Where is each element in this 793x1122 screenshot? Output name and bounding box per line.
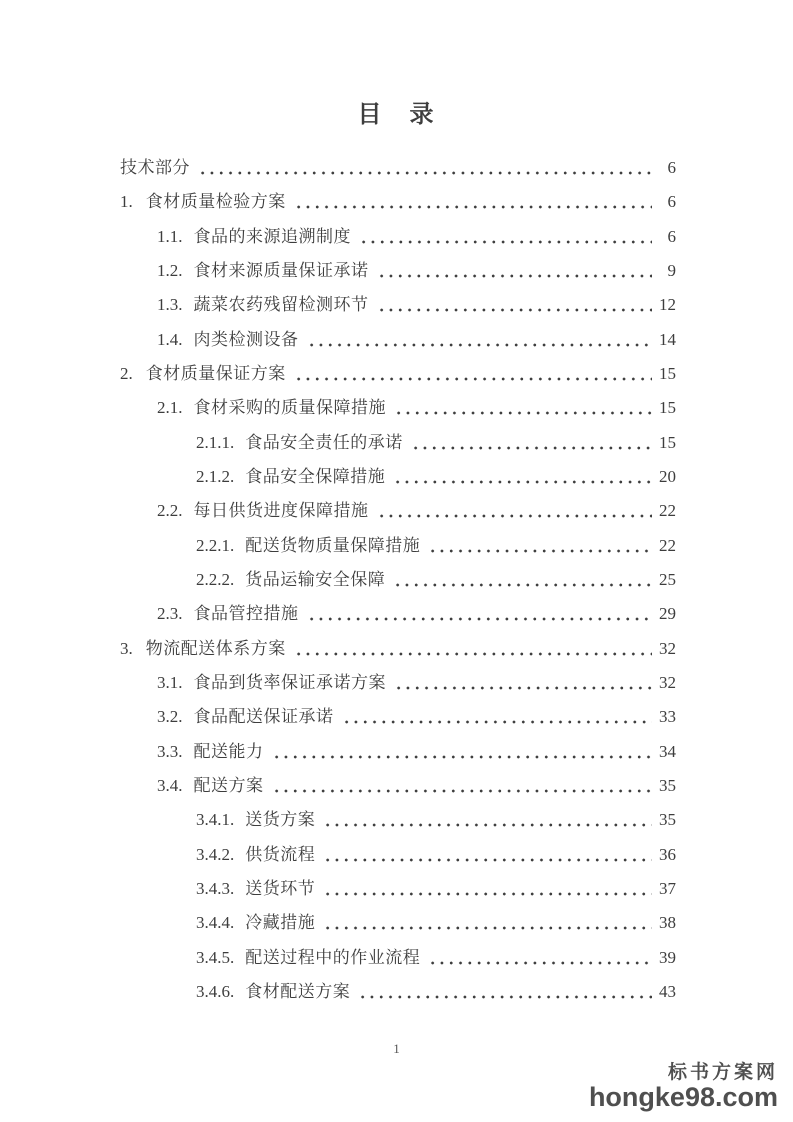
dot-leader [377,494,653,528]
toc-entry [120,494,676,528]
toc-entry-number: 3.4.2. [196,844,235,864]
toc-entry [120,185,676,219]
toc-entry-label: 食品的来源追溯制度 [193,226,351,246]
watermark-site-name: 标书方案网 [667,1062,778,1083]
toc-entry-label: 食品配送保证承诺 [193,707,334,727]
toc-entry-number: 3. [120,638,133,658]
toc-entry-number: 1.2. [157,260,183,280]
dot-leader [394,391,652,425]
toc-entry [120,632,676,666]
toc-entry-label: 物流配送体系方案 [145,638,286,658]
dot-leader [198,151,652,185]
toc-entry-number: 3.4.3. [196,878,235,898]
toc-entry-number: 2.3. [157,604,183,624]
dot-leader [323,803,652,837]
toc-entry-page-number: 20 [659,466,676,486]
toc-entry-label: 蔬菜农药残留检测环节 [193,295,369,315]
toc-entry-number: 1.3. [157,295,183,315]
toc-entry-label: 食品安全责任的承诺 [245,432,403,452]
toc-entry [120,323,676,357]
toc-entry-number: 2.1.1. [196,432,235,452]
toc-list [120,151,676,1009]
toc-entry [120,220,676,254]
toc-entry [120,941,676,975]
toc-entry-page-number: 25 [659,569,676,589]
toc-entry-page-number: 6 [667,192,676,212]
footer-page-number: 1 [393,1041,400,1056]
toc-entry [120,357,676,391]
toc-entry [120,391,676,425]
toc-entry-number: 2.2. [157,501,183,521]
toc-entry-page-number: 38 [659,913,676,933]
toc-entry-page-number: 29 [659,604,676,624]
toc-entry-number: 1.4. [157,329,183,349]
toc-entry-number: 1.1. [157,226,183,246]
toc-entry-number: 3.4.5. [196,947,235,967]
toc-entry [120,906,676,940]
toc-entry-label: 配送能力 [193,741,264,761]
toc-entry-label: 食材采购的质量保障措施 [193,398,386,418]
toc-entry-page-number: 36 [659,844,676,864]
toc-entry-number: 2.2.1. [196,535,235,555]
dot-leader [393,460,652,494]
toc-entry-page-number: 32 [659,672,676,692]
toc-entry [120,735,676,769]
toc-entry-page-number: 33 [659,707,676,727]
toc-entry-page-number: 32 [659,638,676,658]
watermark-site-url: hongke98.com [588,1082,778,1112]
toc-entry-page-number: 14 [659,329,676,349]
dot-leader [428,941,652,975]
toc-entry-number: 1. [120,192,133,212]
dot-leader [358,975,652,1009]
dot-leader [428,529,652,563]
toc-entry-label: 食品管控措施 [193,604,299,624]
toc-entry-label: 送货环节 [245,878,316,898]
toc-entry-number: 3.1. [157,672,183,692]
dot-leader [342,700,653,734]
toc-entry-label: 每日供货进度保障措施 [193,501,369,521]
toc-entry-page-number: 37 [659,878,676,898]
toc-entry-number: 3.2. [157,707,183,727]
toc-entry-label: 技术部分 [120,158,190,177]
toc-entry-page-number: 9 [667,260,676,280]
dot-leader [307,597,653,631]
toc-entry-page-number: 39 [659,947,676,967]
dot-leader [411,426,652,460]
toc-entry-label: 食材来源质量保证承诺 [193,260,369,280]
toc-entry-page-number: 12 [659,295,676,315]
toc-entry-page-number: 15 [659,432,676,452]
toc-entry [120,803,676,837]
dot-leader [294,632,652,666]
dot-leader [323,872,652,906]
toc-entry-label: 货品运输安全保障 [245,569,386,589]
dot-leader [377,254,653,288]
toc-entry-number: 3.4. [157,775,183,795]
toc-entry-label: 肉类检测设备 [193,329,299,349]
toc-entry-page-number: 34 [659,741,676,761]
dot-leader [359,220,652,254]
toc-entry [120,151,676,185]
toc-entry-label: 配送过程中的作业流程 [245,947,421,967]
toc-entry-page-number: 43 [659,981,676,1001]
toc-entry [120,529,676,563]
dot-leader [323,906,652,940]
dot-leader [272,769,653,803]
dot-leader [393,563,652,597]
toc-entry [120,254,676,288]
toc-entry-page-number: 35 [659,775,676,795]
toc-entry-page-number: 6 [667,158,676,177]
toc-entry [120,838,676,872]
toc-entry [120,700,676,734]
toc-entry-label: 食品到货率保证承诺方案 [193,672,386,692]
toc-entry-number: 2. [120,363,133,383]
toc-entry-label: 食材配送方案 [245,981,351,1001]
toc-entry-label: 配送货物质量保障措施 [245,535,421,555]
toc-entry-page-number: 22 [659,535,676,555]
dot-leader [377,288,653,322]
toc-entry-page-number: 22 [659,501,676,521]
toc-entry [120,426,676,460]
toc-entry-label: 食材质量保证方案 [145,363,286,383]
toc-entry-page-number: 35 [659,810,676,830]
toc-entry-number: 2.1.2. [196,466,235,486]
watermark [589,1063,778,1111]
toc-entry-label: 冷藏措施 [245,913,316,933]
toc-entry [120,872,676,906]
toc-entry [120,563,676,597]
toc-entry-number: 3.4.6. [196,981,235,1001]
toc-entry-label: 配送方案 [193,775,264,795]
dot-leader [307,323,653,357]
toc-entry [120,460,676,494]
toc-entry-number: 3.4.4. [196,913,235,933]
toc-entry-page-number: 15 [659,363,676,383]
toc-entry-page-number: 6 [667,226,676,246]
toc-title: 目 录 [357,102,436,128]
dot-leader [323,838,652,872]
toc-entry-label: 供货流程 [245,844,316,864]
dot-leader [394,666,652,700]
toc-entry-number: 2.1. [157,398,183,418]
toc-entry-label: 食品安全保障措施 [245,466,386,486]
toc-entry-number: 2.2.2. [196,569,235,589]
toc-entry [120,597,676,631]
toc-entry-number: 3.4.1. [196,810,235,830]
toc-entry [120,288,676,322]
toc-entry-page-number: 15 [659,398,676,418]
dot-leader [294,185,652,219]
toc-entry-label: 食材质量检验方案 [145,192,286,212]
dot-leader [294,357,652,391]
dot-leader [272,735,653,769]
toc-entry [120,769,676,803]
toc-entry [120,975,676,1009]
toc-entry-label: 送货方案 [245,810,316,830]
toc-entry-number: 3.3. [157,741,183,761]
toc-entry [120,666,676,700]
